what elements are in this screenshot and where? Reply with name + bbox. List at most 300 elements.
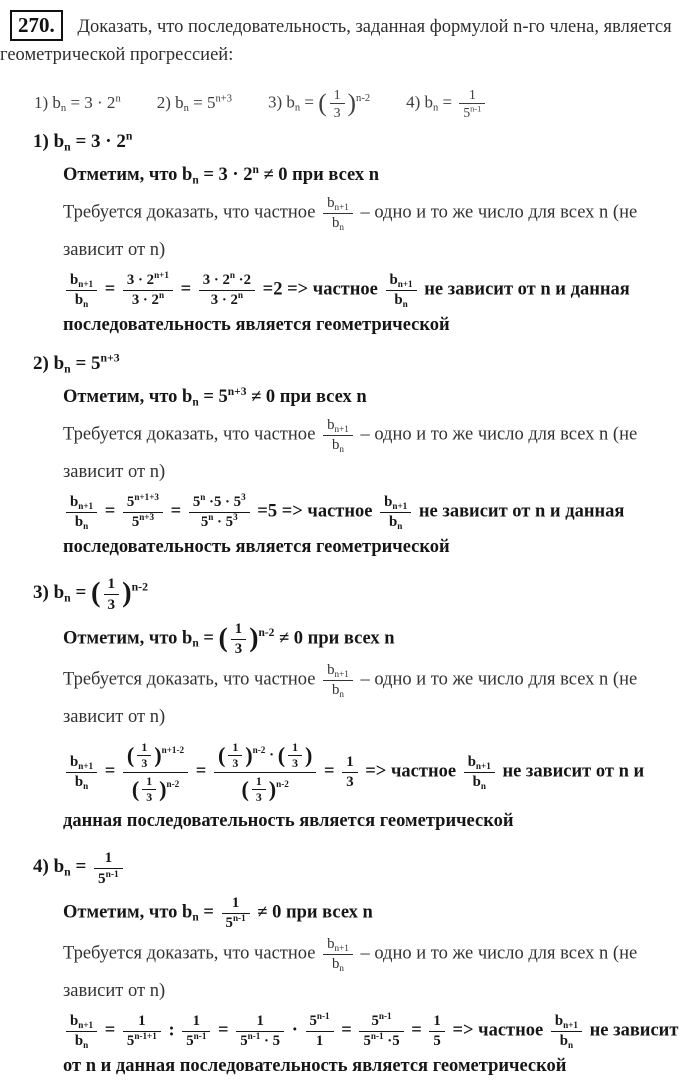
text-run: = [198,628,219,649]
text-run: = 5 [198,386,228,407]
section-4-note [63,894,680,932]
paren: ( [277,742,286,768]
text-run: b [74,514,84,531]
text-run: b [70,753,79,770]
text-run: 5 [433,1033,441,1050]
text-run: Отметим, что b [63,902,193,923]
fraction [342,753,357,791]
superscript: n+1 [154,270,169,281]
text-run: = [175,279,196,300]
fraction-denominator [66,773,97,791]
fraction-denominator [342,773,357,791]
text-run: = [100,501,120,522]
section-1-requires [63,194,696,268]
subscript: n [294,102,301,114]
text-run: ·2 [234,272,252,289]
text-run: b [327,195,335,212]
fraction [323,935,353,973]
text-run: => частное [360,761,461,781]
fraction-denominator [66,513,97,531]
formula-item-3 [268,86,370,121]
subscript: n [60,103,67,115]
subscript: n [339,443,344,454]
fraction [123,271,173,309]
superscript: n [200,492,206,503]
subscript: n+1 [475,760,491,771]
fraction-numerator [66,753,97,773]
text-run: = [70,856,92,878]
fraction-numerator [429,1012,444,1032]
section-2-note [63,382,680,413]
superscript: n-2 [166,778,180,789]
text-run: = 3 · 2 [198,164,253,185]
formula-list [34,86,698,121]
text-run: : [163,1020,180,1041]
subscript: n [339,221,344,232]
subscript: n [339,963,344,973]
text-run: · [287,1020,303,1041]
text-run: b [74,292,84,309]
superscript: n-1 [370,1031,384,1042]
fraction-numerator [94,848,123,868]
text-run: 5 [126,1033,135,1050]
formula-item-2 [157,93,232,113]
fraction-denominator [288,756,302,771]
fraction [189,493,250,531]
superscript: n [208,512,214,523]
fraction [66,753,97,791]
subscript: n+1 [392,500,408,511]
text-run: 3) b [33,582,65,604]
subscript: n+1 [78,279,94,290]
text-run: b [331,437,340,454]
fraction-denominator [459,104,485,121]
fraction-numerator [464,753,495,773]
subscript: n+1 [334,423,349,434]
text-run: = [70,582,92,604]
text-run: 3 [107,595,116,613]
superscript: n-1 [378,1011,392,1022]
text-run: 4) b [406,92,434,112]
text-run: = 3 · 2 [66,93,116,113]
text-run: => частное [447,1020,548,1041]
superscript: 3 [241,492,246,503]
fraction-denominator [123,773,188,805]
subscript: n [339,689,344,700]
text-run: Требуется доказать, что частное [63,202,321,223]
text-run: b [331,215,340,232]
fraction [236,1012,284,1050]
fraction-numerator [323,194,353,214]
fraction-numerator [288,740,302,757]
section-3-equation [63,739,696,839]
fraction-denominator [306,1032,334,1050]
text-run: b [389,514,398,531]
text-run: b [70,272,79,289]
fraction [380,493,411,531]
text-run: 1 [255,773,262,788]
fraction-denominator [380,513,411,531]
fraction [104,574,120,613]
text-run: Отметим, что b [63,386,193,407]
subscript: n [83,1040,89,1051]
subscript: n+1 [397,279,413,290]
text-run: 1 [333,86,341,102]
text-run: не зависит от n и данная последовательность является геометрической [63,761,645,831]
fraction-numerator [380,493,411,513]
fraction-denominator [330,104,345,121]
fraction-numerator [359,1012,403,1032]
text-run: 1 [141,739,148,754]
fraction-numerator [123,1012,161,1032]
text-run: = 3 · 2 [70,130,126,152]
formula-item-1 [34,93,121,113]
subscript: n+1 [334,942,349,953]
fraction-numerator [66,271,97,291]
paren: ) [122,578,132,610]
paren: ) [159,776,167,802]
fraction-numerator [182,1012,210,1032]
text-run: b [559,1033,569,1050]
subscript: n [397,520,403,531]
fraction-numerator [189,493,250,513]
text-run: 1 [146,773,153,788]
solution-section-1 [0,131,698,343]
fraction-denominator [123,1032,161,1050]
fraction [142,774,156,805]
superscript: n-2 [276,778,289,789]
superscript: n [229,270,235,281]
superscript: n-2 [356,92,371,104]
text-run: = [100,1020,120,1041]
fraction-denominator [94,869,123,887]
text-run: 1 [104,849,113,867]
fraction [228,740,242,771]
fraction-denominator [236,1032,284,1050]
text-run: 3 [292,756,299,771]
superscript: n-1 [316,1011,330,1022]
text-run: 5 [240,1033,248,1050]
text-run: 4) b [33,856,65,878]
text-run: 3 [232,756,239,771]
solution-section-2 [0,353,698,565]
fraction [252,774,266,805]
text-run: 1 [346,753,354,770]
fraction [123,739,188,805]
text-run: b [331,956,340,973]
text-run: 5 [186,1033,194,1050]
text-run: 5 [309,1013,317,1030]
text-run: = [319,761,340,781]
text-run: – одно и то же число для всех n (не зависит от n) [63,424,638,483]
problem-header [0,10,698,70]
subscript: n [192,174,199,187]
text-run: Отметим, что b [63,164,193,185]
text-run: 1 [234,621,243,638]
text-run: Требуется доказать, что частное [63,424,321,445]
formula-item-4 [406,86,488,121]
superscript: n-2 [252,744,266,755]
fraction [323,661,353,699]
text-run: 3 · 2 [210,292,238,309]
paren: ( [217,742,226,768]
fraction-denominator [359,1032,403,1050]
fraction-denominator [142,790,156,805]
subscript: n [402,299,408,310]
fraction-numerator [231,620,246,640]
text-run: не зависит от n и данная последовательность является геометрической [63,279,630,336]
text-run: 3 · 2 [202,272,230,289]
fraction-denominator [182,1032,210,1050]
subscript: n [192,396,199,409]
text-run: 1 [315,1033,324,1050]
subscript: n [64,140,71,154]
fraction [66,271,97,309]
fraction-numerator [66,1012,97,1032]
text-run: =5 => частное [252,501,378,522]
fraction [137,740,151,771]
text-run: 1 [232,739,239,754]
fraction [551,1012,582,1050]
paren: ( [91,578,101,610]
fraction-numerator [137,740,151,757]
text-run: 5 [98,869,106,887]
text-run: b [70,1013,79,1030]
fraction-denominator [323,681,353,699]
fraction-denominator [123,513,163,531]
subscript: n [192,911,199,924]
text-run: ≠ 0 при всех n [246,386,367,407]
superscript: n [115,93,121,105]
fraction-denominator [429,1032,444,1050]
superscript: n+3 [139,512,155,523]
section-4-equation [63,1012,696,1083]
fraction-denominator [551,1032,582,1050]
text-run: 3 [141,756,148,771]
text-run: 2) b [156,93,184,113]
text-run: 1) b [33,130,65,152]
text-run: 5 [371,1013,379,1030]
text-run: = [100,761,120,781]
fraction-numerator [459,86,485,105]
subscript: n [83,299,89,310]
section-4-requires [63,935,696,1009]
subscript: n+1 [334,669,349,680]
superscript: n+1+3 [134,492,160,503]
fraction-numerator [123,739,188,773]
fraction-denominator [104,595,120,613]
fraction-denominator [323,955,353,973]
superscript: n+3 [215,93,232,105]
text-run: b [389,272,398,289]
text-run: =2 => частное [258,279,383,300]
fraction [288,740,302,771]
subscript: n [568,1040,574,1051]
fraction-denominator [137,756,151,771]
section-1-heading [33,131,698,153]
section-3-requires [63,661,696,735]
superscript: n-1 [105,869,119,880]
text-run: 1 [138,1013,146,1030]
text-run: = [438,92,457,112]
text-run: = [336,1020,357,1041]
fraction [182,1012,210,1050]
fraction [222,894,250,932]
fraction-denominator [464,773,495,791]
fraction-numerator [123,493,163,513]
text-run: 3 · 2 [126,272,155,289]
text-run: 3) b [267,92,295,112]
fraction-denominator [323,436,353,454]
fraction-numerator [306,1012,334,1032]
fraction-denominator [386,291,417,309]
text-run: b [327,936,335,953]
text-run: – одно и то же число для всех n (не зависит от n) [63,669,638,728]
superscript: n-2 [258,627,275,640]
paren: ( [241,776,249,802]
fraction [330,86,345,121]
fraction-numerator [66,493,97,513]
fraction-numerator [236,1012,284,1032]
superscript: n-1 [247,1031,261,1042]
text-run: 5 [131,514,140,531]
subscript: n [480,780,486,791]
text-run: 1 [192,1013,201,1030]
text-run: – одно и то же число для всех n (не зависит от n) [63,943,638,1002]
fraction [199,271,255,309]
text-run: 5 [463,105,471,121]
subscript: n [64,591,71,605]
section-4-heading [33,848,698,887]
text-run: b [394,292,403,309]
fraction-denominator [323,214,353,232]
subscript: n [183,103,189,115]
superscript: n [125,129,133,143]
paren: ) [245,742,253,768]
paren: ( [131,776,140,802]
text-run: = [166,501,186,522]
superscript: 3 [233,512,238,523]
fraction [123,1012,161,1050]
fraction-denominator [231,640,246,658]
text-run: b [467,753,476,770]
text-run: Отметим, что b [63,628,193,649]
fraction-denominator [222,914,250,932]
fraction-denominator [252,790,266,805]
text-run: не зависит от n и данная последовательность является геометрической [63,1020,679,1077]
superscript: n-1 [232,913,246,924]
text-run: = [198,902,219,923]
text-run: ≠ 0 при всех n [252,902,373,923]
fraction [66,493,97,531]
fraction-denominator [199,291,255,309]
fraction-numerator [386,271,417,291]
fraction [464,753,495,791]
fraction-denominator [66,1032,97,1050]
text-run: b [384,494,393,511]
fraction [123,493,163,531]
subscript: n+1 [78,760,94,771]
text-run: 1 [256,1013,264,1030]
fraction [323,194,353,232]
paren: ) [305,742,313,768]
text-run: 5 [225,915,233,932]
fraction-numerator [222,894,250,914]
section-2-requires [63,416,696,490]
fraction-numerator [323,661,353,681]
text-run: 5 [200,514,209,531]
text-run: = [406,1020,427,1041]
fraction-denominator [189,513,250,531]
fraction [386,271,417,309]
text-run: 1 [231,895,240,912]
solution-section-3 [0,574,698,838]
fraction-numerator [142,774,156,791]
text-run: · [265,746,278,763]
superscript: n [252,163,259,176]
text-run: 3 [234,641,243,658]
text-run: 1 [292,739,299,754]
fraction [323,416,353,454]
section-1-note [63,160,680,191]
superscript: n-1 [470,103,482,114]
text-run: ≠ 0 при всех n [258,164,380,185]
fraction-numerator [123,271,173,291]
text-run: 1 [107,575,116,593]
subscript: n+1 [78,1020,94,1031]
text-run: не зависит от n и данная последовательность является геометрической [63,501,625,558]
text-run: b [327,417,335,434]
text-run: 5 [363,1033,371,1050]
text-run: Требуется доказать, что частное [63,669,321,690]
subscript: n [64,362,71,376]
text-run: = [191,761,211,781]
text-run: b [70,494,79,511]
paren: ) [347,87,357,117]
text-run: = [213,1020,234,1041]
fraction-denominator [123,291,173,309]
text-run: 5 [126,494,135,511]
text-run: – одно и то же число для всех n (не зависит от n) [63,202,638,261]
text-run: ·5 [383,1033,400,1050]
text-run: 5 [192,494,201,511]
text-run: b [74,773,84,790]
section-1-equation [63,271,696,342]
solution-section-4 [0,848,698,1083]
paren: ( [126,742,135,768]
fraction-numerator [104,574,120,594]
fraction [306,1012,334,1050]
subscript: n [83,520,89,531]
paren: ) [154,742,162,768]
fraction-numerator [252,774,266,791]
text-run: ·5 · 5 [205,494,242,511]
section-2-heading [33,353,698,375]
text-run: b [74,1033,84,1050]
section-3-note [63,620,680,658]
fraction-numerator [551,1012,582,1032]
fraction [459,86,485,121]
text-run: ≠ 0 при всех n [274,628,395,649]
text-run: 3 · 2 [131,292,159,309]
fraction-numerator [228,740,242,757]
fraction-numerator [330,86,345,105]
fraction-numerator [214,739,316,773]
text-run: = 5 [188,93,216,113]
fraction [214,739,316,805]
superscript: n [158,290,165,301]
section-3-heading [33,574,698,613]
